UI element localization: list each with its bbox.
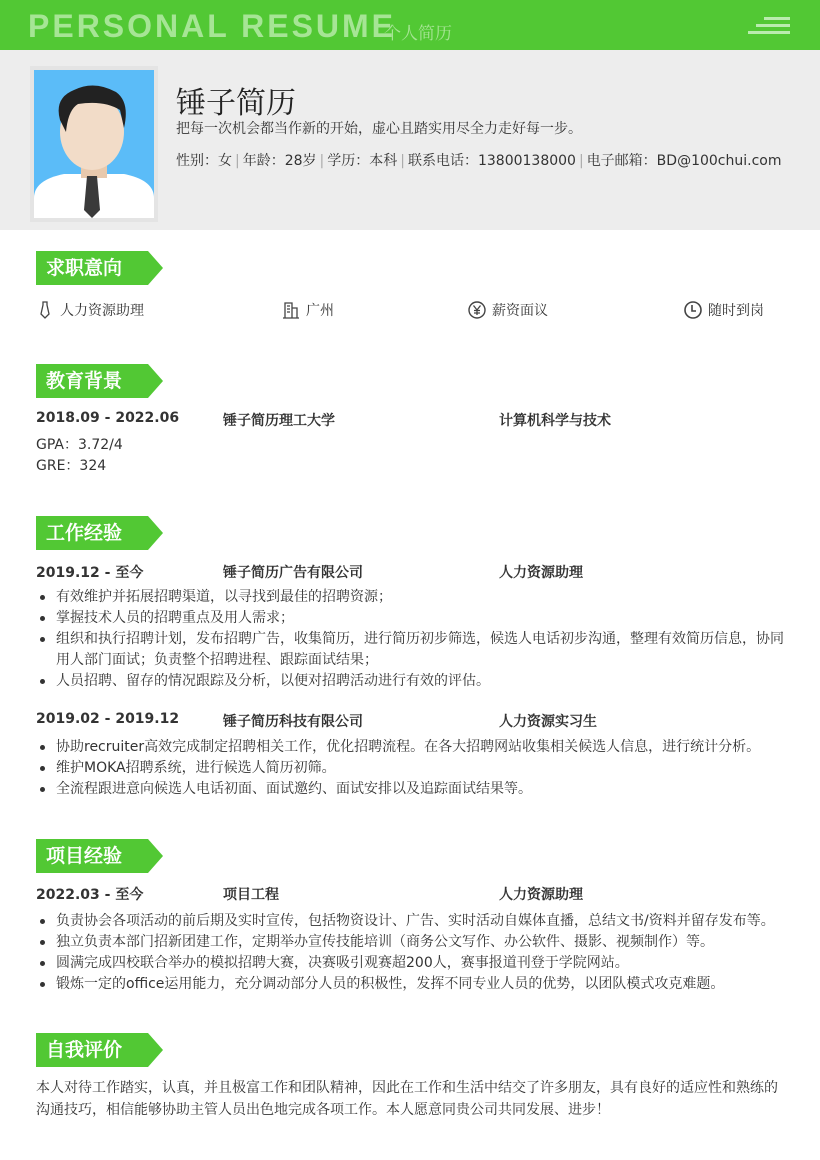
list-item: 掌握技术人员的招聘重点及用人需求；	[36, 608, 788, 629]
basic-info: 性别：女 | 年龄：28岁 | 学历：本科 | 联系电话：13800138000 | 电子邮箱：BD@100chui.com	[176, 153, 782, 169]
profile-section	[0, 50, 820, 230]
job-date: 2019.12 - 至今	[36, 565, 144, 581]
title-en: PERSONAL RESUME	[28, 8, 397, 44]
intent-label: 薪资面议	[492, 303, 548, 319]
list-item: 人员招聘、留存的情况跟踪及分析，以便对招聘活动进行有效的评估。	[36, 671, 788, 692]
education-level: 学历：本科	[327, 153, 398, 169]
list-item: 协助recruiter高效完成制定招聘相关工作，优化招聘流程。在各大招聘网站收集相关候选人信息，进行统计分析。	[36, 737, 788, 758]
gre: GRE：324	[36, 458, 107, 474]
list-item: 维护MOKA招聘系统，进行候选人简历初筛。	[36, 758, 788, 779]
intent-row	[36, 300, 796, 322]
intent-salary	[468, 300, 548, 320]
job-role: 人力资源实习生	[499, 714, 597, 730]
list-item: 独立负责本部门招新团建工作，定期举办宣传技能培训（商务公文写作、办公软件、摄影、视频制作）等。	[36, 932, 788, 953]
intent-label: 广州	[306, 303, 334, 319]
job-company: 锤子简历科技有限公司	[223, 714, 363, 730]
section-project	[36, 839, 148, 873]
avatar	[30, 66, 158, 222]
intent-city	[282, 300, 334, 320]
intent-label: 随时到岗	[708, 303, 764, 319]
candidate-name: 锤子简历	[176, 86, 296, 121]
list-item: 锻炼一定的office运用能力，充分调动部分人员的积极性，发挥不同专业人员的优势，以团队模式攻克难题。	[36, 974, 788, 995]
building-icon	[282, 301, 300, 319]
project-role: 人力资源助理	[499, 887, 583, 903]
section-work	[36, 516, 148, 550]
motto: 把每一次机会都当作新的开始，虚心且踏实用尽全力走好每一步。	[176, 121, 582, 137]
list-item: 组织和执行招聘计划，发布招聘广告，收集简历，进行简历初步筛选，候选人电话初步沟通，整理有效简历信息，协同用人部门面试；负责整个招聘进程、跟踪面试结果；	[36, 629, 788, 671]
section-title: 项目经验	[36, 839, 148, 873]
list-item: 圆满完成四校联合举办的模拟招聘大赛，决赛吸引观赛超200人，赛事报道刊登于学院网站。	[36, 953, 788, 974]
phone: 联系电话：13800138000	[407, 153, 576, 169]
section-title: 工作经验	[36, 516, 148, 550]
intent-availability	[684, 300, 764, 320]
project-name: 项目工程	[223, 887, 279, 903]
list-item: 有效维护并拓展招聘渠道，以寻找到最佳的招聘资源；	[36, 587, 788, 608]
project-bullets	[36, 911, 788, 995]
age: 年龄：28岁	[242, 153, 317, 169]
section-title: 求职意向	[36, 251, 148, 285]
project-date: 2022.03 - 至今	[36, 887, 144, 903]
job-bullets	[36, 587, 788, 692]
menu-icon[interactable]	[748, 17, 790, 35]
section-intent	[36, 251, 148, 285]
clock-icon	[684, 301, 702, 319]
top-banner	[0, 0, 820, 50]
gpa: GPA：3.72/4	[36, 437, 123, 453]
job-role: 人力资源助理	[499, 565, 583, 581]
section-self	[36, 1033, 148, 1067]
job-bullets	[36, 737, 788, 800]
edu-details	[36, 435, 788, 477]
section-title: 自我评价	[36, 1033, 148, 1067]
list-item: 全流程跟进意向候选人电话初面、面试邀约、面试安排以及追踪面试结果等。	[36, 779, 788, 800]
intent-label: 人力资源助理	[60, 303, 144, 319]
self-evaluation: 本人对待工作踏实，认真，并且极富工作和团队精神，因此在工作和生活中结交了许多朋友，具有良好的适应性和熟练的沟通技巧，相信能够协助主管人员出色地完成各项工作。本人愿意同贵公司共同发展、进步！	[36, 1080, 778, 1118]
job-date: 2019.02 - 2019.12	[36, 711, 180, 727]
intent-position	[36, 300, 144, 320]
tie-icon	[36, 301, 54, 319]
yen-icon	[468, 301, 486, 319]
edu-school: 锤子简历理工大学	[223, 413, 335, 429]
list-item: 负责协会各项活动的前后期及实时宣传，包括物资设计、广告、实时活动自媒体直播，总结文书/资料并留存发布等。	[36, 911, 788, 932]
title-cn: 个人简历	[384, 24, 452, 44]
email: 电子邮箱：BD@100chui.com	[586, 153, 782, 169]
gender: 性别：女	[176, 153, 232, 169]
section-title: 教育背景	[36, 364, 148, 398]
edu-date: 2018.09 - 2022.06	[36, 410, 180, 426]
section-education	[36, 364, 148, 398]
job-company: 锤子简历广告有限公司	[223, 565, 363, 581]
edu-major: 计算机科学与技术	[499, 413, 611, 429]
